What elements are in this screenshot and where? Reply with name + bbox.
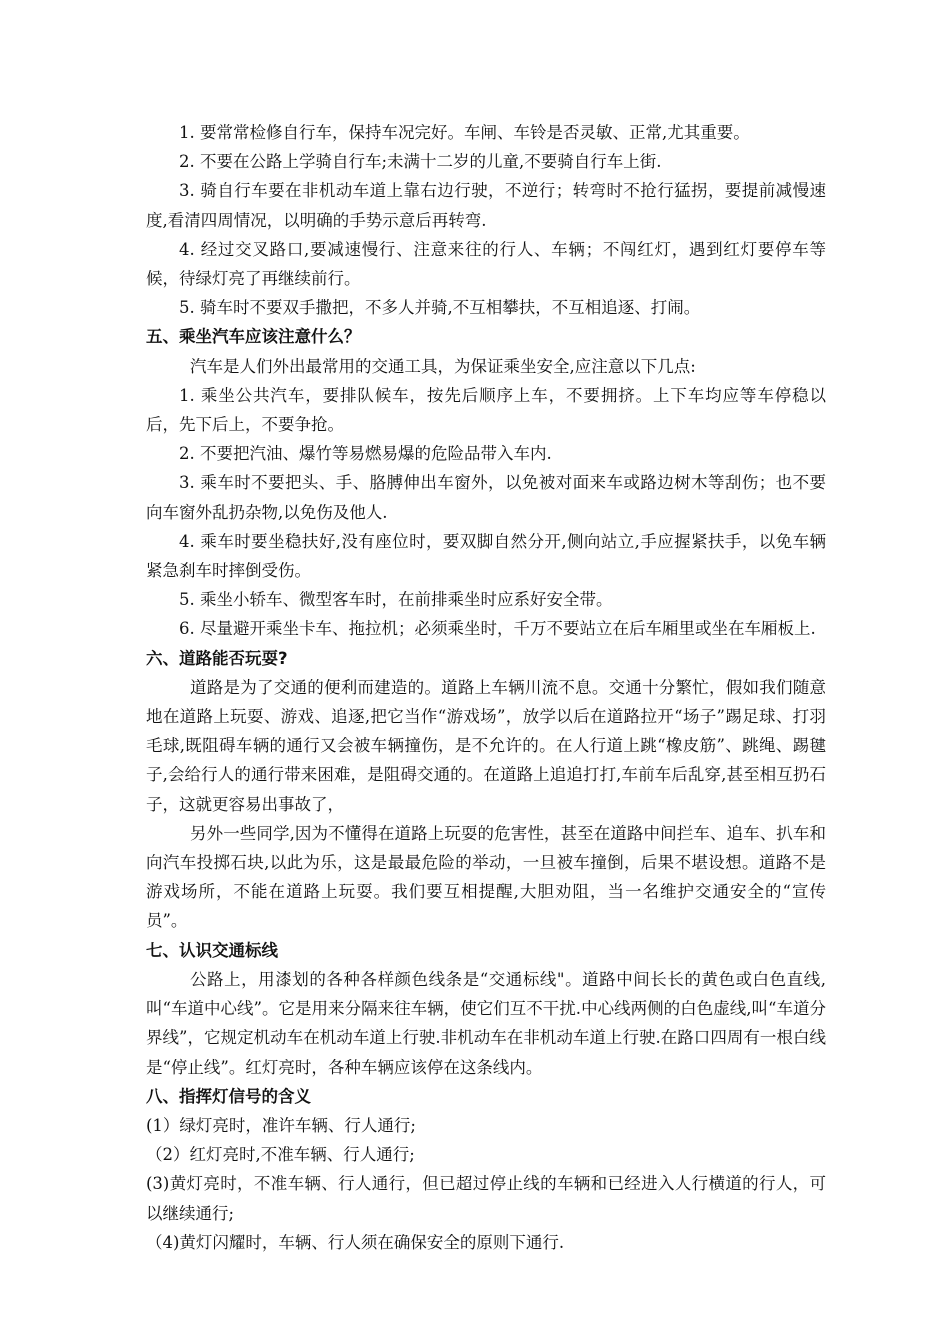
section-6-paragraph: 另外一些同学,因为不懂得在道路上玩耍的危害性，甚至在道路中间拦车、追车、扒车和向汽车投掷石块,以此为乐，这是最最危险的举动，一旦被车撞倒，后果不堪设想。道路不是游戏场所，不能在道路上玩耍。我们要互相提醒,大胆劝阻，当一名维护交通安全的“宣传员”。 bbox=[146, 823, 826, 931]
section-6-heading: 六、道路能否玩耍? bbox=[146, 648, 288, 668]
list-item: 2. 不要在公路上学骑自行车;未满十二岁的儿童,不要骑自行车上街. bbox=[179, 152, 662, 172]
list-item: 4. 经过交叉路口,要减速慢行、注意来往的行人、车辆；不闯红灯，遇到红灯要停车等候，待绿灯亮了再继续前行。 bbox=[146, 239, 826, 289]
list-item: (1）绿灯亮时，准许车辆、行人通行; bbox=[146, 1115, 416, 1135]
list-item: 1. 乘坐公共汽车，要排队候车，按先后顺序上车，不要拥挤。上下车均应等车停稳以后，先下后上，不要争抢。 bbox=[146, 385, 826, 435]
section-8-heading: 八、指挥灯信号的含义 bbox=[146, 1086, 311, 1106]
list-item: (3)黄灯亮时，不准车辆、行人通行，但已超过停止线的车辆和已经进入人行横道的行人，可以继续通行; bbox=[146, 1174, 826, 1223]
section-6-paragraph: 道路是为了交通的便利而建造的。道路上车辆川流不息。交通十分繁忙，假如我们随意地在道路上玩耍、游戏、追逐,把它当作“游戏场”，放学以后在道路拉开“场子”踢足球、打羽毛球,既阻碍车辆的通行又会被车辆撞伤，是不允许的。在人行道上跳“橡皮筋”、跳绳、踢毽子,会给行人的通行带来困难，是阻碍交通的。在道路上追追打打,车前车后乱穿,甚至相互扔石子，这就更容易出事故了， bbox=[146, 677, 826, 814]
section-4-list bbox=[146, 118, 826, 322]
document-body bbox=[146, 118, 826, 1257]
section-8-list bbox=[146, 1111, 826, 1257]
section-5-list bbox=[146, 381, 826, 644]
list-item: 6. 尽量避开乘坐卡车、拖拉机；必须乘坐时，千万不要站立在后车厢里或坐在车厢板上. bbox=[179, 619, 816, 639]
list-item: 3. 骑自行车要在非机动车道上靠右边行驶，不逆行；转弯时不抢行猛拐，要提前减慢速度,看清四周情况，以明确的手势示意后再转弯. bbox=[146, 181, 826, 230]
list-item: 1. 要常常检修自行车，保持车况完好。车闸、车铃是否灵敏、正常,尤其重要。 bbox=[179, 123, 750, 142]
list-item: 3. 乘车时不要把头、手、胳膊伸出车窗外，以免被对面来车或路边树木等刮伤；也不要向车窗外乱扔杂物,以免伤及他人. bbox=[146, 473, 826, 522]
list-item: 5. 乘坐小轿车、微型客车时，在前排乘坐时应系好安全带。 bbox=[179, 590, 613, 610]
list-item: （4)黄灯闪耀时，车辆、行人须在确保安全的原则下通行. bbox=[146, 1232, 565, 1252]
list-item: 4. 乘车时要坐稳扶好,没有座位时，要双脚自然分开,侧向站立,手应握紧扶手，以免车辆紧急刹车时摔倒受伤。 bbox=[146, 531, 826, 581]
list-item: 2. 不要把汽油、爆竹等易燃易爆的危险品带入车内. bbox=[179, 444, 552, 464]
list-item: （2）红灯亮时,不准车辆、行人通行; bbox=[146, 1145, 415, 1165]
section-5-intro: 汽车是人们外出最常用的交通工具，为保证乘坐安全,应注意以下几点: bbox=[190, 356, 696, 376]
section-7-paragraph: 公路上，用漆划的各种各样颜色线条是“交通标线"。道路中间长长的黄色或白色直线,叫“车道中心线”。它是用来分隔来往车辆，使它们互不干扰.中心线两侧的白色虚线,叫“车道分界线”，它规定机动车在机动车道上行驶.非机动车在非机动车道上行驶.在路口四周有一根白线是“停止线”。红灯亮时，各种车辆应该停在这条线内。 bbox=[146, 969, 826, 1077]
list-item: 5. 骑车时不要双手撒把，不多人并骑,不互相攀扶，不互相追逐、打闹。 bbox=[179, 298, 701, 318]
section-5-heading: 五、乘坐汽车应该注意什么？ bbox=[146, 327, 361, 347]
section-7-heading: 七、认识交通标线 bbox=[146, 940, 278, 960]
